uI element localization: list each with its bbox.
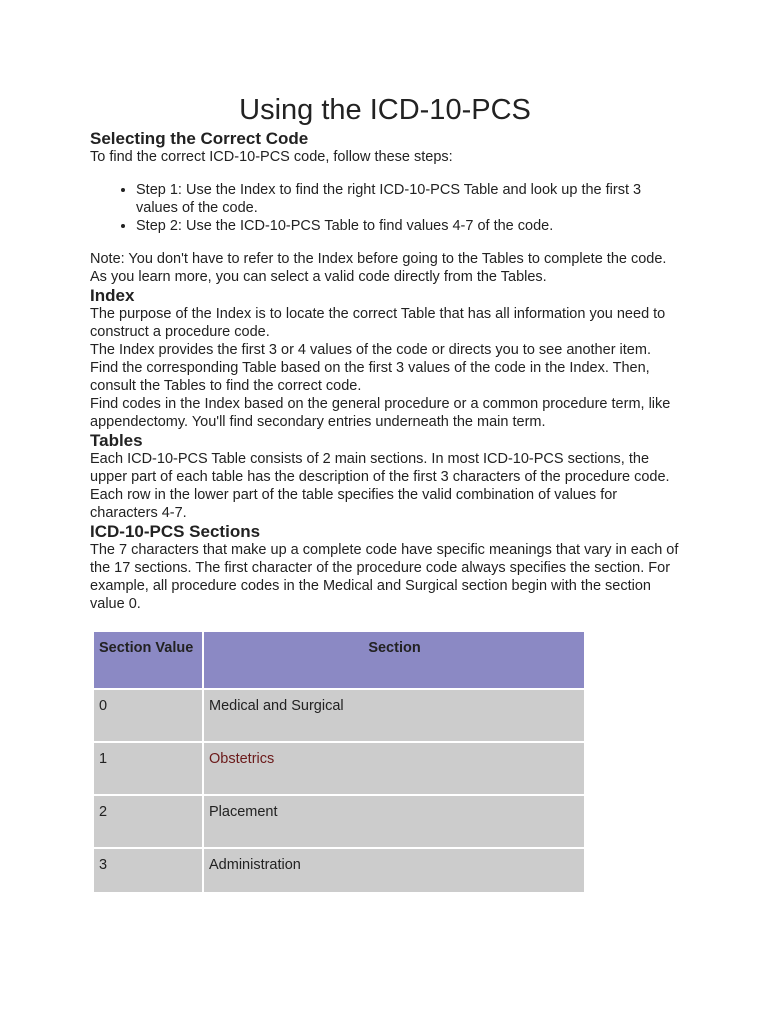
tables-paragraph: Each ICD-10-PCS Table consists of 2 main sections. In most ICD-10-PCS sections, the upper part of each table has the description of the first 3 characters of the procedure code. Each row in the lower part of the table specifies the valid combination of values for characters 4-7. (90, 451, 670, 521)
selecting-heading: Selecting the Correct Code (90, 129, 309, 148)
sections-paragraph: The 7 characters that make up a complete code have specific meanings that vary in each of the 17 sections. The first character of the procedure code always specifies the section. For example, all procedure codes in the Medical and Surgical section begin with the section value 0. (90, 542, 679, 612)
section-value-cell: 0 (94, 690, 202, 741)
table-row (94, 743, 584, 794)
index-paragraph: The purpose of the Index is to locate the correct Table that has all information you need to construct a procedure code. (90, 306, 666, 340)
page-title: Using the ICD-10-PCS (239, 94, 531, 126)
column-header-section-value: Section Value (94, 632, 202, 688)
section-value-cell: 3 (94, 849, 202, 892)
sections-heading: ICD-10-PCS Sections (90, 522, 261, 541)
selecting-intro: To find the correct ICD-10-PCS code, follow these steps: (90, 149, 453, 165)
document-body (90, 92, 680, 613)
table-row (94, 690, 584, 741)
section-table (92, 630, 586, 894)
table-row (94, 849, 584, 892)
section-value-cell: 2 (94, 796, 202, 847)
section-name-cell: Placement (204, 796, 584, 847)
steps-list (90, 181, 680, 235)
index-paragraph: Find codes in the Index based on the general procedure or a common procedure term, like appendectomy. You'll find secondary entries underneath the main term. (90, 396, 671, 430)
index-paragraph: The Index provides the first 3 or 4 values of the code or directs you to see another item. Find the corresponding Table based on the first 3 values of the code in the Index. Then, consult the Tables to find the correct code. (90, 342, 651, 394)
table-header-row (94, 632, 584, 688)
section-value-cell: 1 (94, 743, 202, 794)
column-header-section: Section (204, 632, 584, 688)
section-name-cell: Administration (204, 849, 584, 892)
tables-heading: Tables (90, 431, 143, 450)
list-item: • Step 1: Use the Index to find the right ICD-10-PCS Table and look up the first 3 values of the code. (136, 181, 680, 217)
note-paragraph: Note: You don't have to refer to the Index before going to the Tables to complete the code. As you learn more, you can select a valid code directly from the Tables. (90, 251, 667, 285)
section-name-cell: Obstetrics (204, 743, 584, 794)
table-row (94, 796, 584, 847)
section-name-cell: Medical and Surgical (204, 690, 584, 741)
index-heading: Index (90, 286, 135, 305)
list-item: • Step 2: Use the ICD-10-PCS Table to find values 4-7 of the code. (136, 217, 680, 235)
